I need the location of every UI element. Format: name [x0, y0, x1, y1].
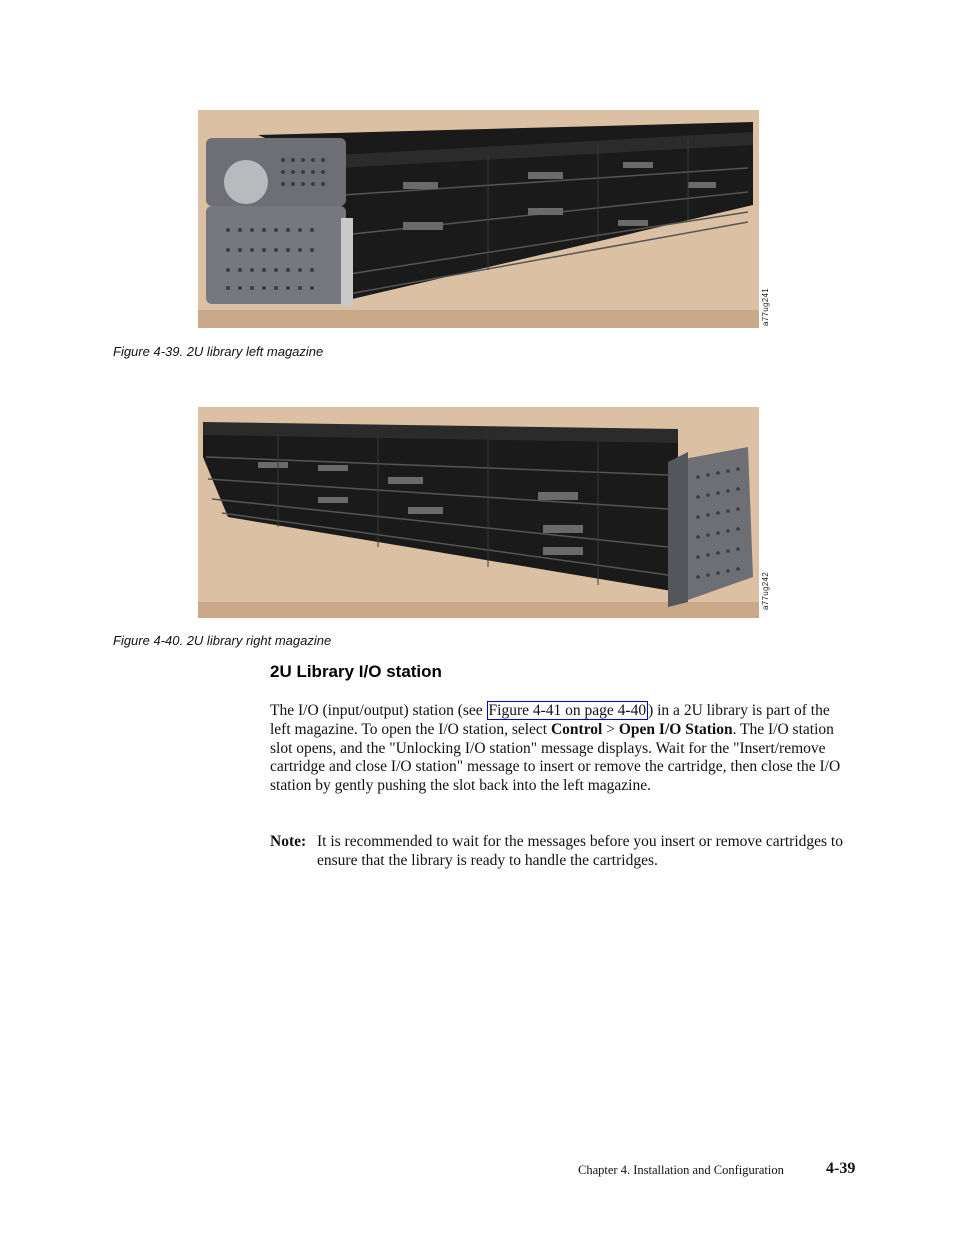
- body-paragraph: [270, 702, 850, 796]
- figure-id-code: a77ug242: [761, 572, 770, 610]
- figure-id-code: a77ug241: [761, 288, 770, 326]
- figure-caption: Figure 4-40. 2U library right magazine: [113, 633, 332, 648]
- section-heading: 2U Library I/O station: [270, 662, 442, 681]
- note-text: It is recommended to wait for the messages before you insert or remove cartridges to ensure that the library is ready to handle the cartridges.: [317, 833, 843, 869]
- menu-separator: >: [602, 720, 619, 738]
- figure-link[interactable]: Figure 4-41 on page 4-40: [488, 702, 647, 719]
- menu-control: Control: [550, 720, 603, 738]
- footer-chapter: Chapter 4. Installation and Configuration: [578, 1163, 784, 1177]
- note-label: Note:: [270, 833, 307, 850]
- figure-caption: Figure 4-39. 2U library left magazine: [113, 344, 324, 359]
- menu-open-io-station: Open I/O Station: [618, 720, 733, 738]
- para-end: . The I/O station slot opens, and the "Unlocking I/O station" message displays. Wait for the "Insert/remove cartridge and close I/O station" message to insert or remove the cartridge, then close the I/O station by gently pushing the slot back into the left magazine.: [270, 720, 841, 795]
- photo-left-magazine: [198, 110, 759, 328]
- photo-right-magazine: [198, 407, 759, 618]
- page-number: 4-39: [826, 1160, 856, 1177]
- para-intro: The I/O (input/output) station (see: [270, 702, 487, 719]
- note-block: [270, 833, 850, 871]
- para-mid: ) in a 2U library is part of the left magazine. To open the I/O station, select: [270, 702, 830, 738]
